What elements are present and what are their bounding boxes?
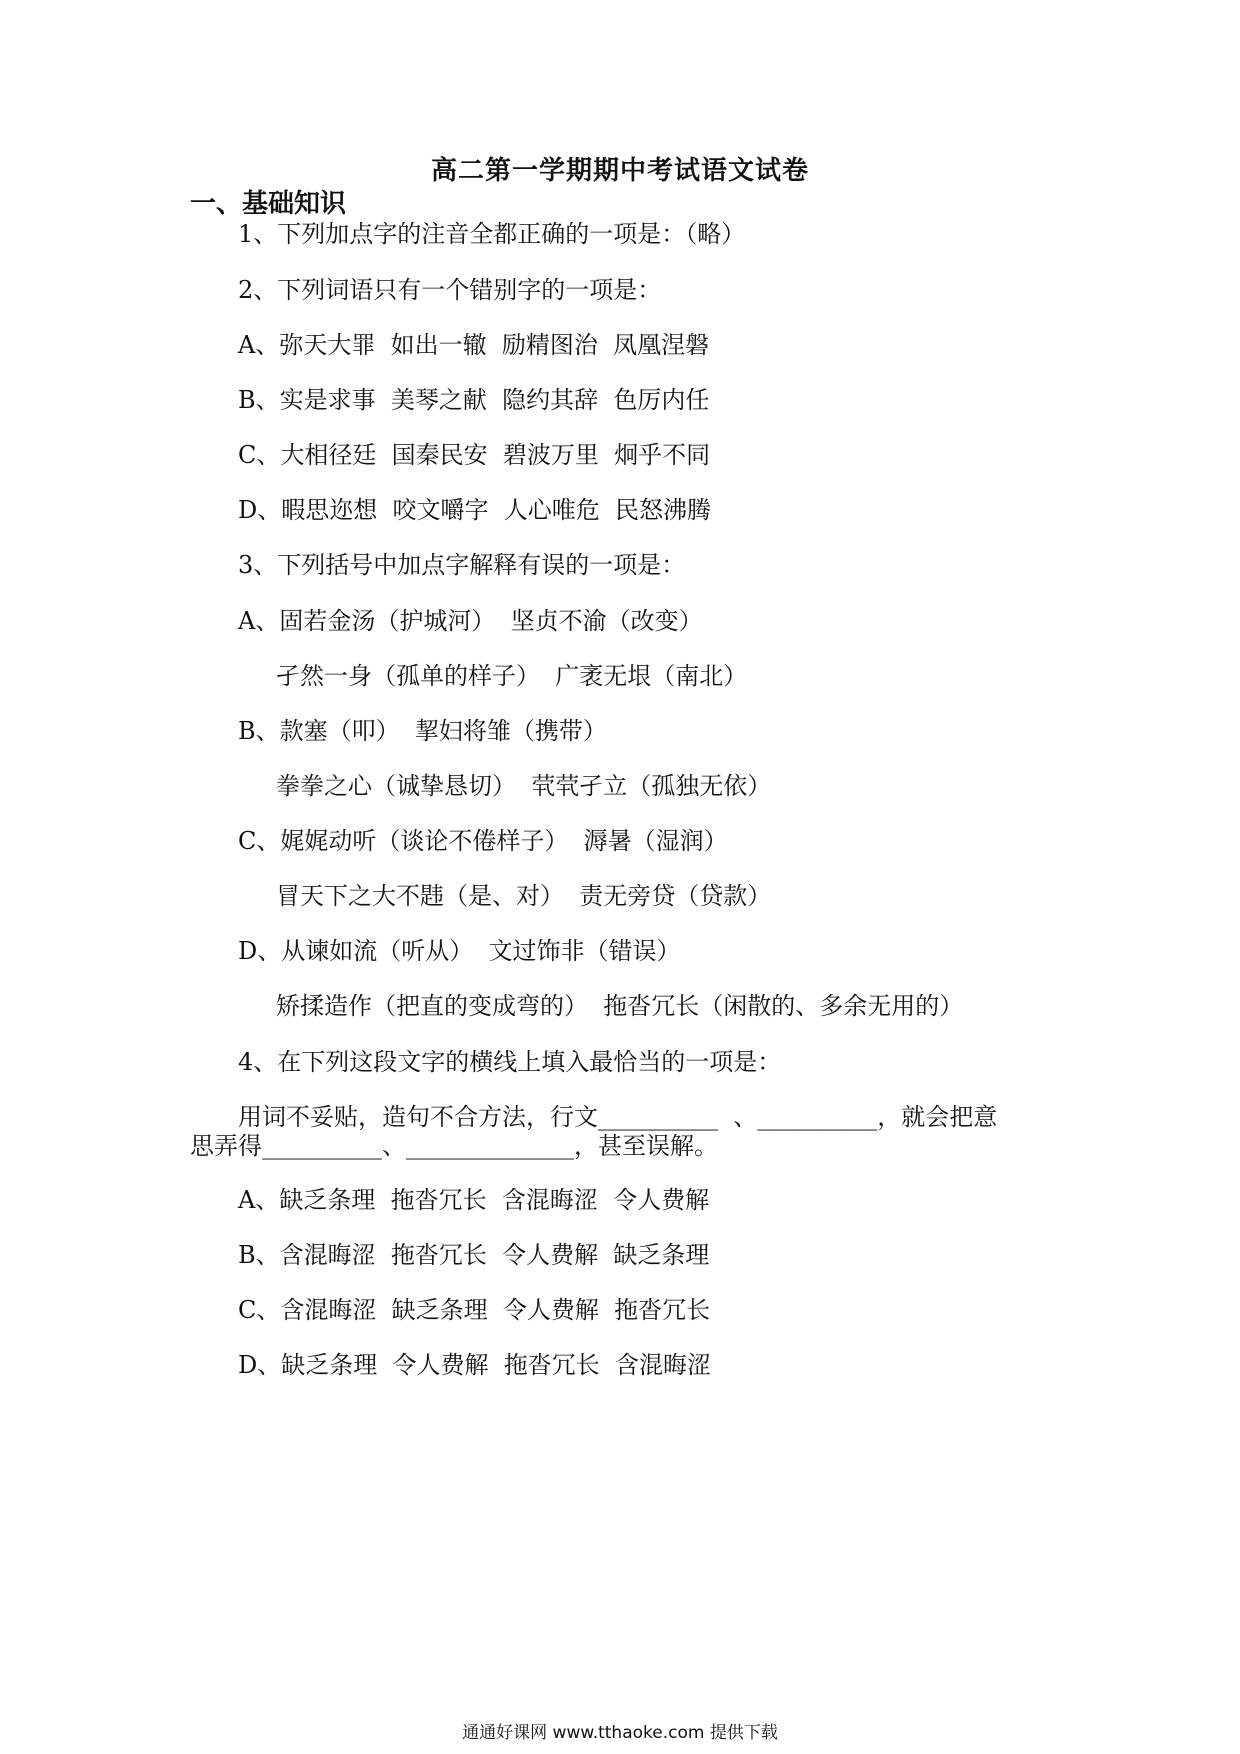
question-1: 1、下列加点字的注音全都正确的一项是：（略） — [238, 220, 746, 248]
question-2: 2、下列词语只有一个错别字的一项是： — [238, 276, 662, 304]
question-2-option-c: C、大相径廷 国秦民安 碧波万里 炯乎不同 — [238, 441, 711, 469]
question-4-option-d: D、缺乏条理 令人费解 拖沓冗长 含混晦涩 — [238, 1351, 712, 1379]
question-3-option-b-line1: B、款塞（叩） 挈妇将雏（携带） — [238, 717, 607, 745]
page-title: 高二第一学期期中考试语文试卷 — [430, 156, 809, 186]
page-footer: 通通好课网 www.tthaoke.com 提供下载 — [462, 1723, 778, 1743]
question-2-option-d: D、暇思迩想 咬文嚼字 人心唯危 民怒沸腾 — [238, 496, 712, 524]
question-4-option-a: A、缺乏条理 拖沓冗长 含混晦涩 令人费解 — [238, 1186, 710, 1214]
question-3-option-d-line1: D、从谏如流（听从） 文过饰非（错误） — [238, 937, 681, 965]
question-3-option-c-line2: 冒天下之大不韪（是、对） 责无旁贷（贷款） — [276, 882, 772, 910]
question-2-option-a: A、弥天大罪 如出一辙 励精图治 凤凰涅磐 — [238, 331, 710, 359]
section-heading: 一、基础知识 — [190, 189, 347, 219]
question-3-option-a-line2: 孑然一身（孤单的样子） 广袤无垠（南北） — [276, 662, 748, 690]
question-3-option-d-line2: 矫揉造作（把直的变成弯的） 拖沓冗长（闲散的、多余无用的） — [276, 992, 964, 1020]
question-2-option-b: B、实是求事 美琴之献 隐约其辞 色厉内任 — [238, 386, 710, 414]
question-4: 4、在下列这段文字的横线上填入最恰当的一项是： — [238, 1048, 782, 1076]
question-3: 3、下列括号中加点字解释有误的一项是： — [238, 551, 686, 579]
question-4-passage-line1: 用词不妥贴，造句不合方法，行文__________ 、__________，就会把意 — [238, 1103, 998, 1131]
question-3-option-c-line1: C、娓娓动听（谈论不倦样子） 溽暑（湿润） — [238, 827, 728, 855]
question-3-option-b-line2: 拳拳之心（诚挚恳切） 茕茕孑立（孤独无依） — [276, 772, 772, 800]
question-4-passage-line2: 思弄得__________、______________，甚至误解。 — [190, 1132, 718, 1160]
question-4-option-b: B、含混晦涩 拖沓冗长 令人费解 缺乏条理 — [238, 1241, 710, 1269]
question-4-option-c: C、含混晦涩 缺乏条理 令人费解 拖沓冗长 — [238, 1296, 711, 1324]
question-3-option-a-line1: A、固若金汤（护城河） 坚贞不渝（改变） — [238, 607, 703, 635]
